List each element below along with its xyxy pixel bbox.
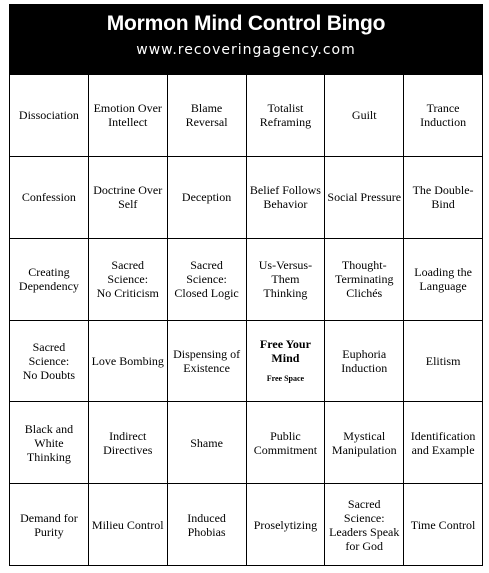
bingo-title: Mormon Mind Control Bingo xyxy=(106,12,386,35)
bingo-cell: Sacred Science: No Doubts xyxy=(10,321,89,403)
bingo-cell: Belief Follows Behavior xyxy=(247,157,326,239)
bingo-cell: Thought- Terminating Clichés xyxy=(325,239,404,321)
bingo-cell: Confession xyxy=(10,157,89,239)
bingo-cell: Milieu Control xyxy=(89,484,168,566)
bingo-cell: Indirect Directives xyxy=(89,402,168,484)
bingo-cell: Dispensing of Existence xyxy=(168,321,247,403)
website-url: www.recoveringagency.com xyxy=(136,42,356,58)
free-space-label: Free Your Mind xyxy=(259,337,311,366)
bingo-cell: Elitism xyxy=(404,321,483,403)
bingo-cell: Euphoria Induction xyxy=(325,321,404,403)
bingo-cell: Emotion Over Intellect xyxy=(89,75,168,157)
free-space-cell xyxy=(247,321,326,403)
bingo-cell: Creating Dependency xyxy=(10,239,89,321)
bingo-cell: Totalist Reframing xyxy=(247,75,326,157)
bingo-cell: Guilt xyxy=(325,75,404,157)
bingo-cell: Sacred Science: Leaders Speak for God xyxy=(325,484,404,566)
bingo-cell: Dissociation xyxy=(10,75,89,157)
free-space-sublabel: Free Space xyxy=(266,374,305,384)
bingo-cell: Blame Reversal xyxy=(168,75,247,157)
bingo-cell: Doctrine Over Self xyxy=(89,157,168,239)
bingo-cell: Shame xyxy=(168,402,247,484)
bingo-cell: Demand for Purity xyxy=(10,484,89,566)
bingo-cell: Sacred Science: No Criticism xyxy=(89,239,168,321)
bingo-cell: Social Pressure xyxy=(325,157,404,239)
bingo-cell: Mystical Manipulation xyxy=(325,402,404,484)
bingo-cell: Identification and Example xyxy=(404,402,483,484)
bingo-cell: Induced Phobias xyxy=(168,484,247,566)
bingo-cell: The Double- Bind xyxy=(404,157,483,239)
bingo-grid xyxy=(9,74,483,566)
bingo-cell: Black and White Thinking xyxy=(10,402,89,484)
bingo-cell: Loading the Language xyxy=(404,239,483,321)
bingo-cell: Proselytizing xyxy=(247,484,326,566)
bingo-cell: Deception xyxy=(168,157,247,239)
bingo-cell: Trance Induction xyxy=(404,75,483,157)
bingo-header xyxy=(9,4,483,74)
bingo-cell: Us-Versus- Them Thinking xyxy=(247,239,326,321)
bingo-card xyxy=(9,4,483,566)
bingo-cell: Public Commitment xyxy=(247,402,326,484)
bingo-cell: Love Bombing xyxy=(89,321,168,403)
bingo-cell: Sacred Science: Closed Logic xyxy=(168,239,247,321)
bingo-cell: Time Control xyxy=(404,484,483,566)
